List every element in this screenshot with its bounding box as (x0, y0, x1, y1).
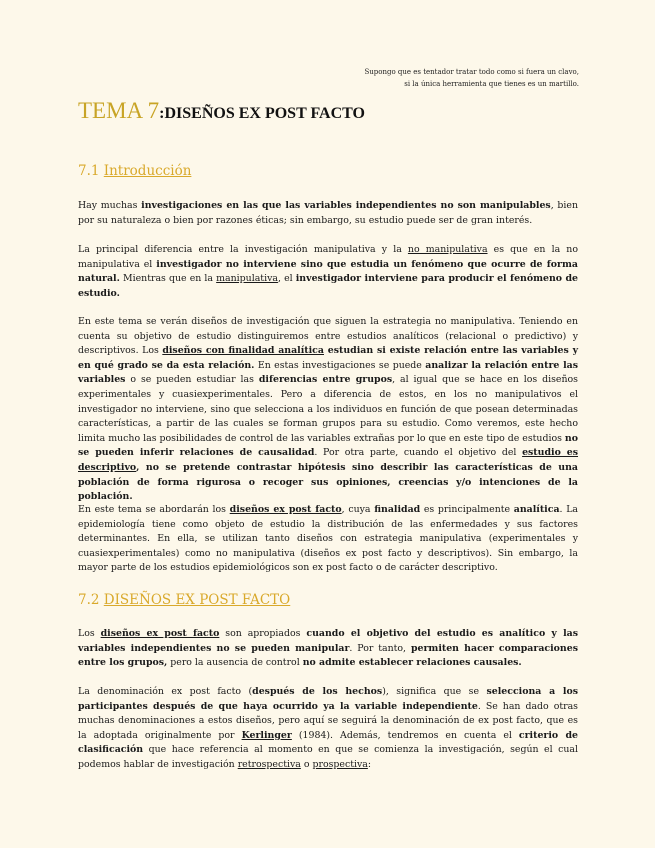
page-title (78, 98, 365, 124)
bold-underlined-text: Kerlinger (241, 729, 292, 741)
section-heading-disenos-ex-post-facto (78, 592, 290, 608)
bold-text: investigador no interviene sino que estudia un fenómeno que ocurre de forma natural. (78, 258, 578, 285)
underlined-text: prospectiva (312, 758, 368, 770)
paragraph-4 (78, 503, 578, 576)
section-heading-introduccion (78, 163, 191, 179)
underlined-text: no manipulativa (407, 244, 488, 255)
bold-text: no se pueden inferir relaciones de causalidad (78, 432, 578, 459)
bold-text: criterio de clasificación (78, 729, 579, 756)
epigraph (364, 66, 579, 90)
text: . La epidemiología tiene como objeto de estudio la distribución de las enfermedades y sus factores determinantes. En ella, se utilizan tanto diseños con estrategia manipulativa (experimentales y cuasiexperimentales) como no manipulativa (diseños ex post facto y descriptivos). Sin embargo, la mayor parte de los estudios epidemiológicos son ex post facto o de carácter descriptivo. (78, 504, 579, 574)
text: (1984). Además, tendremos en cuenta el (291, 729, 519, 741)
section-number: 7.2 (78, 592, 104, 608)
bold-underlined-text: diseños ex post facto (229, 504, 342, 515)
underlined-text: retrospectiva (237, 758, 301, 770)
text: . Se han dado otras muchas denominaciones a estos diseños, pero aquí se seguirá la denominación de ex post facto, que es la adoptada originalmente por (78, 700, 578, 741)
bold-underlined-text: diseños con finalidad analítica (162, 345, 324, 357)
paragraph-1 (78, 199, 578, 228)
bold-text: analizar la relación entre las variables (78, 359, 578, 386)
bold-text: analítica (513, 504, 560, 515)
text: o (300, 758, 313, 770)
bold-text: , no se pretende contrastar hipótesis sino describir las características de una población de forma rigurosa o recoger sus opiniones, creencias y/o intenciones de la población. (78, 461, 578, 503)
text: , el (277, 273, 296, 285)
text: . Por otra parte, cuando el objetivo del (314, 447, 523, 459)
text: Hay muchas (78, 200, 142, 211)
text: Los (78, 628, 101, 639)
bold-text: permiten hacer comparaciones entre los grupos, (78, 642, 578, 669)
text: ), significa que se (382, 686, 487, 697)
text: es principalmente (420, 504, 514, 515)
text: pero la ausencia de control (167, 657, 303, 669)
text: , bien por su naturaleza o bien por razones éticas; sin embargo, su estudio puede ser de gran interés. (78, 200, 578, 226)
text: En este tema se verán diseños de investigación que siguen la estrategia no manipulativa. Teniendo en cuenta su objetivo de estudio distinguiremos entre estudios analíticos (relacional o predictivo) y descriptivos. Los (78, 316, 578, 357)
text: . Por tanto, (349, 642, 411, 654)
text: En este tema se abordarán los (78, 504, 230, 515)
bold-text: diferencias entre grupos (258, 374, 393, 386)
text: son apropiados (219, 628, 307, 639)
paragraph-2 (78, 243, 578, 301)
text: En estas investigaciones se puede (254, 359, 426, 371)
text: La principal diferencia entre la investigación manipulativa y la (78, 244, 408, 255)
bold-underlined-text: estudio es descriptivo (78, 447, 579, 473)
underlined-text: manipulativa (216, 273, 278, 285)
bold-text: cuando el objetivo del estudio es analítico y las variables independientes no se pueden manipular (78, 628, 578, 654)
paragraph-6 (78, 685, 578, 773)
bold-underlined-text: diseños ex post facto (100, 628, 220, 639)
bold-text: investigaciones en las que las variables independientes no son manipulables (141, 200, 551, 211)
text: , al igual que se hace en los diseños experimentales y cuasiexperimentales. Pero a diferencia de estos, en los no manipulativos el investigador no interviene, sino que selecciona a los individuos en función de que posean determinadas características, a partir de las cuales se forman grupos para su estudio. Como veremos, este hecho limita mucho las posibilidades de control de las variables extrañas por lo que en este tipo de estudios (78, 374, 578, 444)
section-title: DISEÑOS EX POST FACTO (103, 592, 291, 608)
section-number: 7.1 (78, 163, 104, 179)
bold-text: estudian si existe relación entre las variables y en qué grado se da esta relación. (78, 345, 579, 371)
title-rest: :DISEÑOS EX POST FACTO (159, 105, 365, 122)
text: es que en la no manipulativa el (78, 244, 578, 270)
text: Mientras que en la (119, 273, 217, 285)
paragraph-3 (78, 315, 578, 505)
bold-text: investigador interviene para producir el fenómeno de estudio. (78, 273, 578, 299)
bold-text: después de los hechos (252, 686, 383, 697)
title-tema: TEMA 7 (78, 98, 160, 123)
epigraph-line-1: Supongo que es tentador tratar todo como si fuera un clavo, (364, 68, 579, 76)
bold-text: no admite establecer relaciones causales. (302, 657, 522, 669)
section-title: Introducción (103, 163, 192, 179)
bold-text: selecciona a los participantes después de que haya ocurrido ya la variable independiente (78, 686, 578, 712)
epigraph-line-2: si la única herramienta que tienes es un martillo. (404, 80, 579, 88)
text: : (367, 758, 372, 770)
paragraph-5 (78, 627, 578, 671)
text: que hace referencia al momento en que se comienza la investigación, según el cual podemos hablar de investigación (78, 744, 578, 770)
bold-text: finalidad (374, 504, 421, 515)
text: o se pueden estudiar las (125, 374, 259, 386)
text: , cuya (341, 504, 375, 515)
text: La denominación ex post facto ( (78, 686, 253, 697)
